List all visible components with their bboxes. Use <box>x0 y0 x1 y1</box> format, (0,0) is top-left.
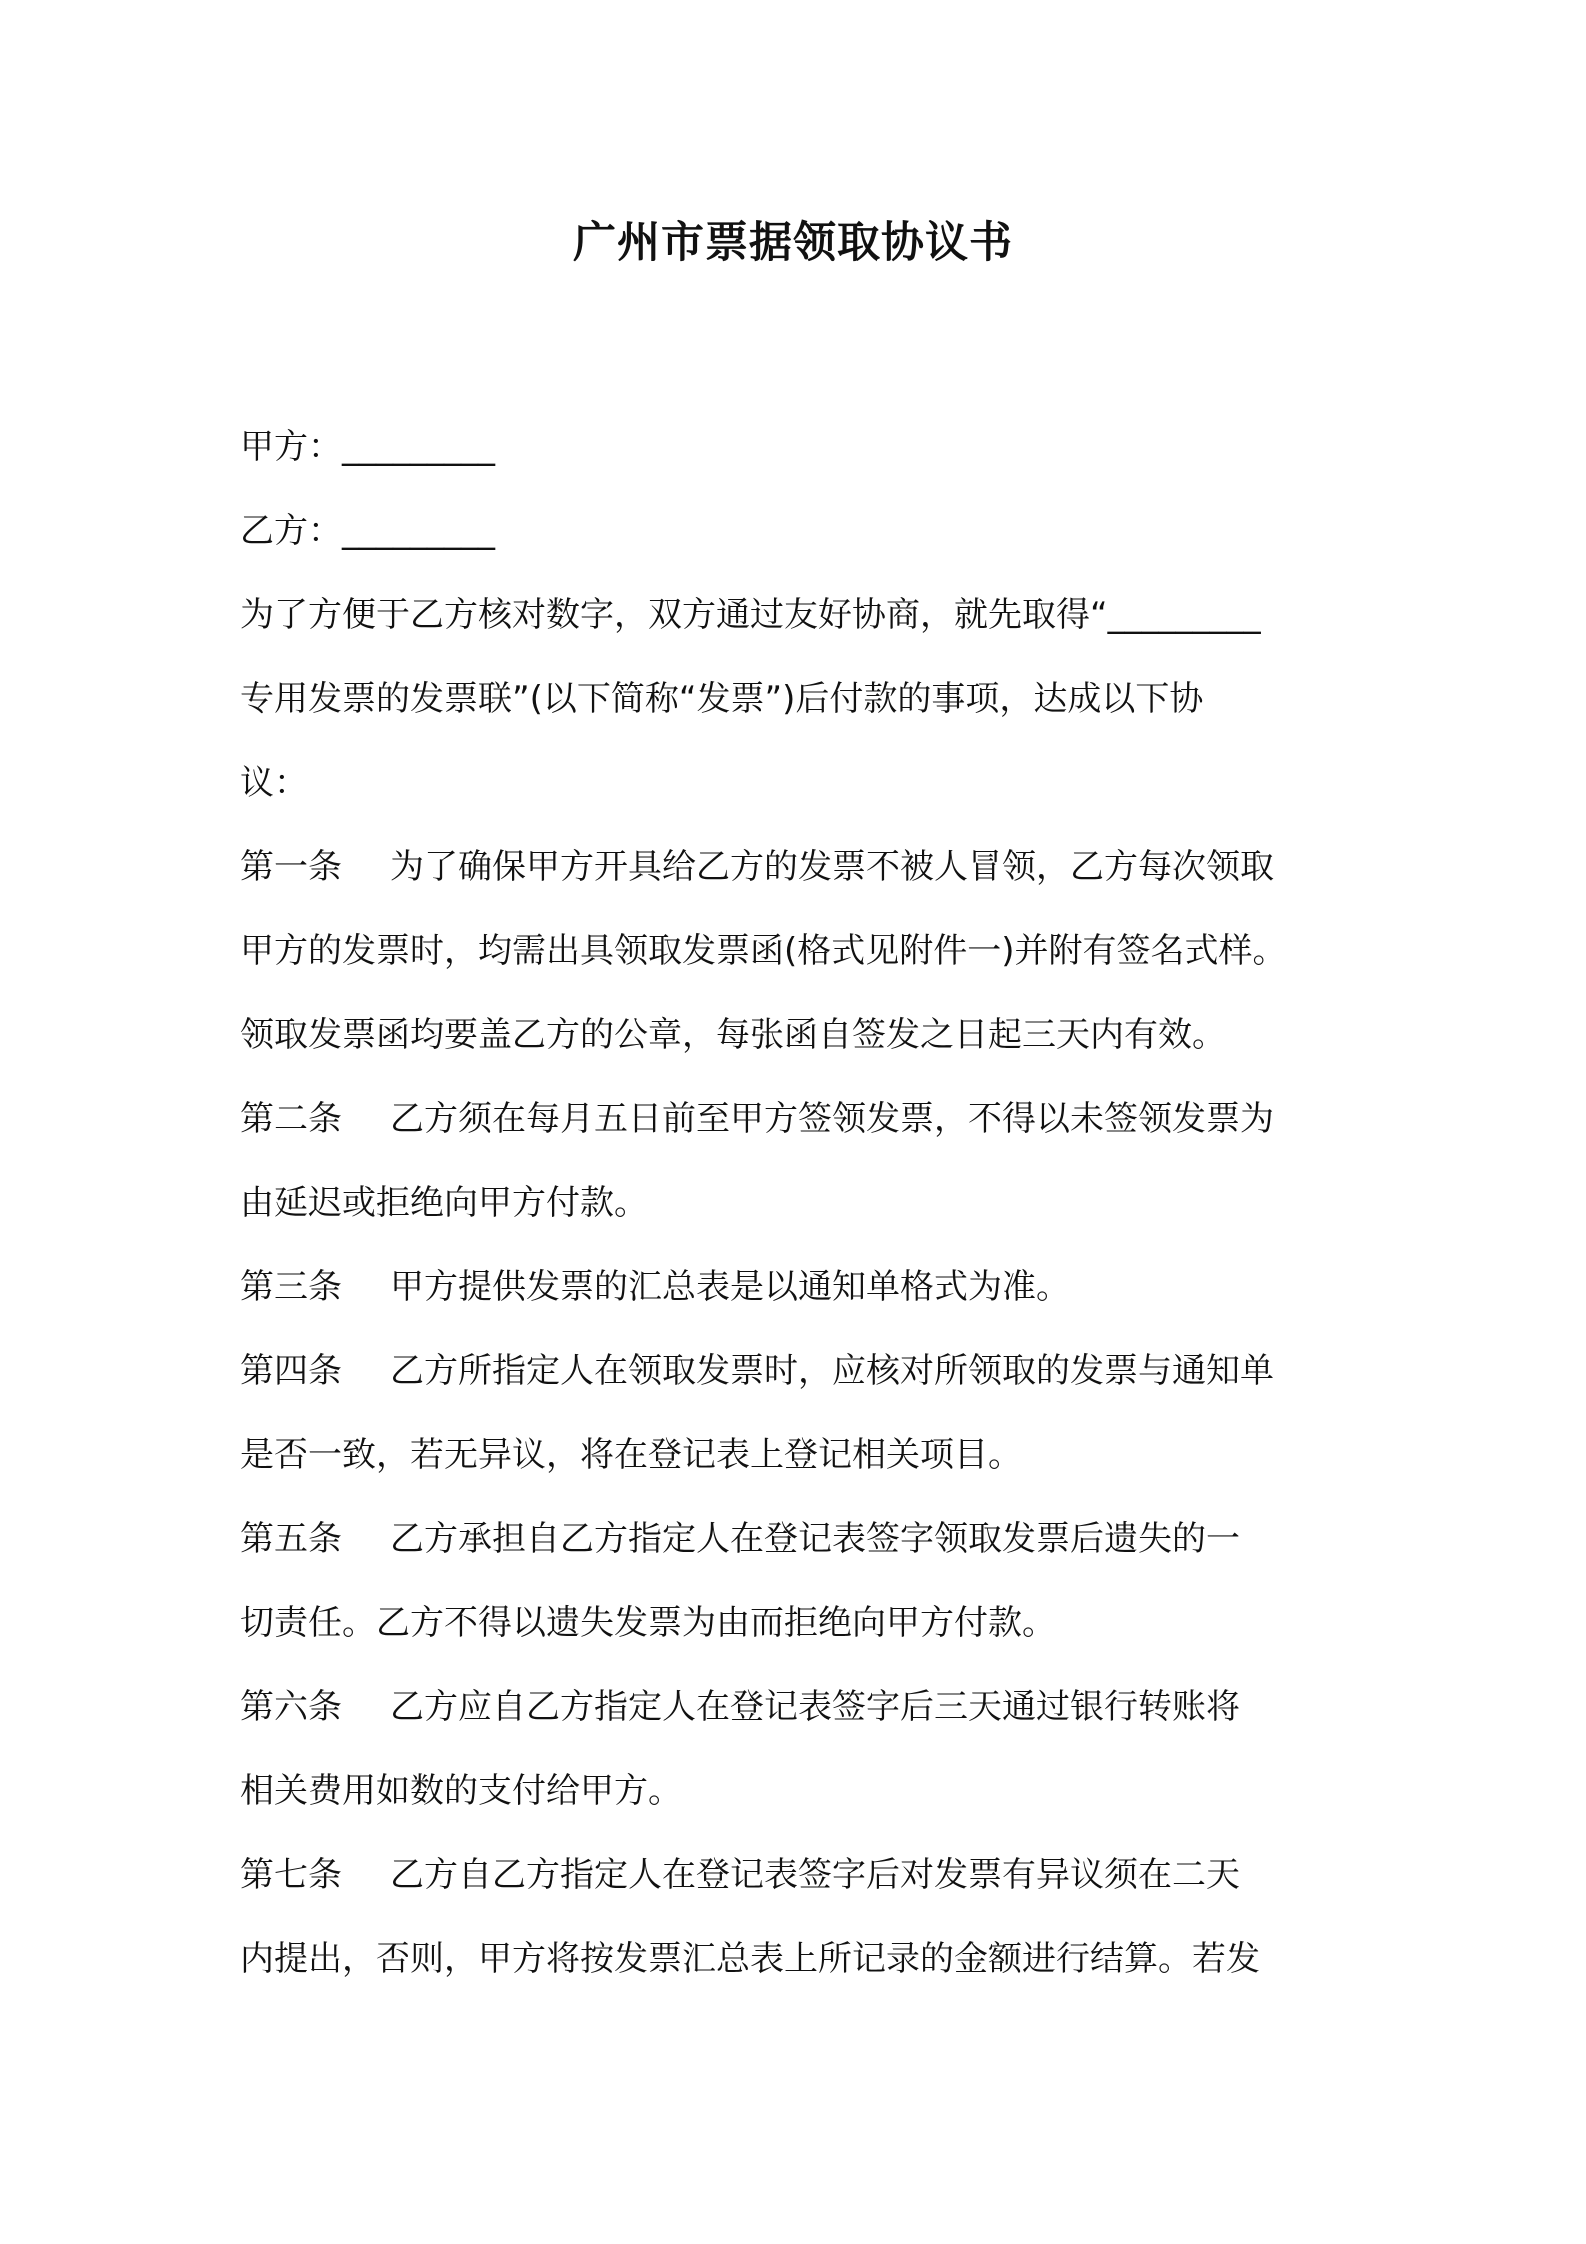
document-body <box>240 405 1360 2001</box>
article-7-first-line <box>240 1833 1360 1917</box>
article-5-label: 第五条 <box>240 1519 342 1559</box>
preamble-line: 为了方便于乙方核对数字，双方通过友好协商，就先取得“_________ <box>240 595 1261 635</box>
article-3-label: 第三条 <box>240 1267 342 1307</box>
article-5-first-line <box>240 1497 1360 1581</box>
article-5-text: 乙方承担自乙方指定人在登记表签字领取发票后遗失的一 <box>390 1519 1240 1559</box>
article-7-text: 乙方自乙方指定人在登记表签字后对发票有异议须在二天 <box>390 1855 1240 1895</box>
preamble-line: 议： <box>240 763 308 803</box>
article-1-line: 领取发票函均要盖乙方的公章，每张函自签发之日起三天内有效。 <box>240 1015 1226 1055</box>
article-1-text: 为了确保甲方开具给乙方的发票不被人冒领，乙方每次领取 <box>390 847 1274 887</box>
article-6-line: 相关费用如数的支付给甲方。 <box>240 1771 682 1811</box>
article-4-text: 乙方所指定人在领取发票时，应核对所领取的发票与通知单 <box>390 1351 1274 1391</box>
document-title: 广州市票据领取协议书 <box>573 218 1013 268</box>
article-6-label: 第六条 <box>240 1687 342 1727</box>
article-1-label: 第一条 <box>240 847 342 887</box>
party-a-line: 甲方：_________ <box>240 427 495 467</box>
article-1-line: 甲方的发票时，均需出具领取发票函(格式见附件一)并附有签名式样。 <box>240 931 1287 971</box>
article-3-text: 甲方提供发票的汇总表是以通知单格式为准。 <box>390 1267 1070 1307</box>
article-2-text: 乙方须在每月五日前至甲方签领发票，不得以未签领发票为 <box>390 1099 1274 1139</box>
article-6-text: 乙方应自乙方指定人在登记表签字后三天通过银行转账将 <box>390 1687 1240 1727</box>
preamble-line: 专用发票的发票联”(以下简称“发票”)后付款的事项，达成以下协 <box>240 679 1204 719</box>
article-5-line: 切责任。乙方不得以遗失发票为由而拒绝向甲方付款。 <box>240 1603 1056 1643</box>
article-4-first-line <box>240 1329 1360 1413</box>
article-6-first-line <box>240 1665 1360 1749</box>
article-2-first-line <box>240 1077 1360 1161</box>
article-3-first-line <box>240 1245 1360 1329</box>
article-4-label: 第四条 <box>240 1351 342 1391</box>
party-b-line: 乙方：_________ <box>240 511 495 551</box>
article-7-line: 内提出，否则，甲方将按发票汇总表上所记录的金额进行结算。若发 <box>240 1939 1260 1979</box>
article-2-label: 第二条 <box>240 1099 342 1139</box>
article-7-label: 第七条 <box>240 1855 342 1895</box>
article-1-first-line <box>240 825 1360 909</box>
article-4-line: 是否一致，若无异议，将在登记表上登记相关项目。 <box>240 1435 1022 1475</box>
article-2-line: 由延迟或拒绝向甲方付款。 <box>240 1183 648 1223</box>
